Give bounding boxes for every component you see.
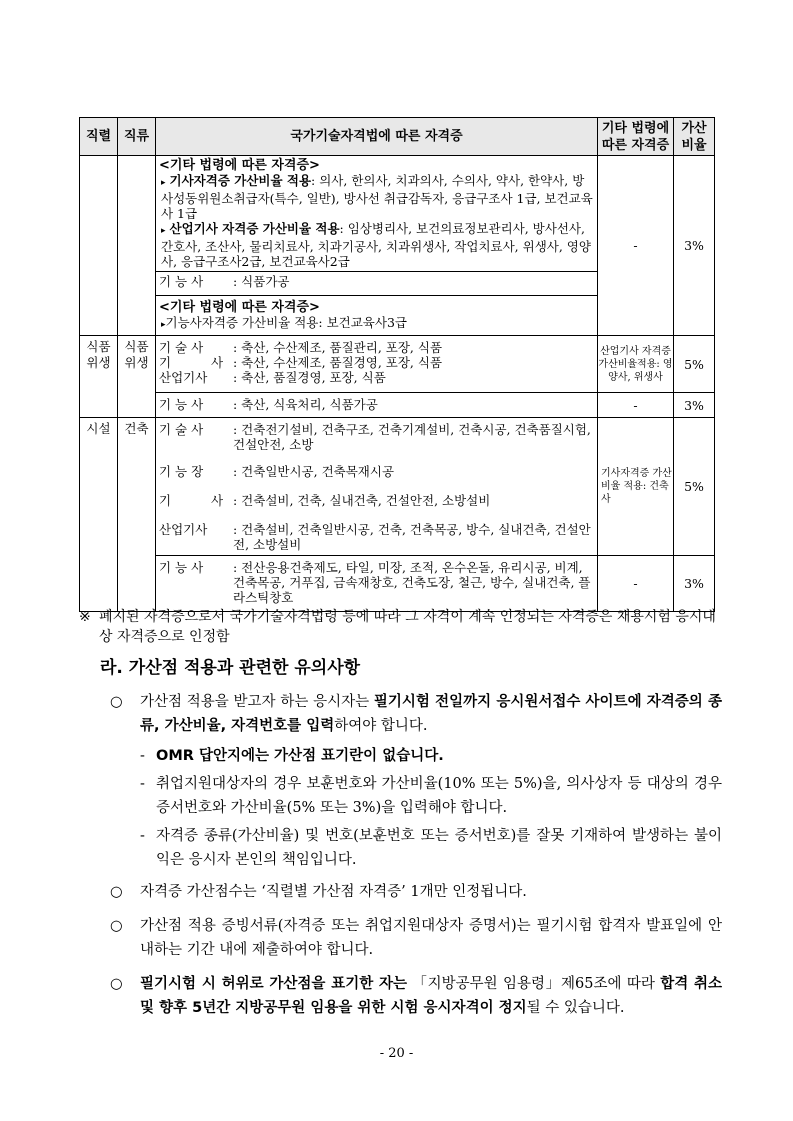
triangle-bullet-icon: ▸ <box>161 226 166 236</box>
triangle-bullet-icon: ▸ <box>161 320 166 330</box>
list-subitem <box>140 824 722 872</box>
table-row <box>80 418 715 556</box>
other-cell-5: - <box>598 556 674 612</box>
industrial-list: : 임상병리사, 보건의료정보관리사, 방사선사, 간호사, 조산사, 물리치료사, 치과기공사, 치과위생사, 작업치료사, 위생사, 영양사, 응급구조사2급, 보건교육사2급 <box>161 221 591 269</box>
other-law-title-2: <기타 법령에 따른 자격증> <box>159 300 320 315</box>
item1-post: 하여야 합니다. <box>334 718 428 734</box>
list-item <box>110 972 722 1020</box>
certificate-table <box>79 117 715 612</box>
food-level-cell: 식품 위생 <box>80 336 118 418</box>
list-item <box>110 914 722 962</box>
fac-eng-label: 기 사 <box>159 493 242 508</box>
header-rate: 가산 비율 <box>674 118 715 156</box>
food-tech-label: 기 술 사 <box>159 340 204 355</box>
craftsman-label: 기 능 사 <box>159 274 204 289</box>
rate-cell-4: 5% <box>674 418 715 556</box>
food-eng-value: : 축산, 수산제조, 품질경영, 포장, 식품 <box>233 355 443 370</box>
circle-bullet-icon: ○ <box>110 884 123 900</box>
craftsman-value: : 식품가공 <box>233 274 290 289</box>
food-ind-value: : 축산, 품질경영, 포장, 식품 <box>233 370 386 385</box>
food-craft-label: 기 능 사 <box>159 397 204 412</box>
item1-pre: 가산점 적용을 받고자 하는 응시자는 <box>140 694 374 710</box>
fac-craft-label: 기 능 사 <box>159 560 204 575</box>
header-class: 직류 <box>118 118 156 156</box>
fac-other-text: 기사자격증 가산비율 적용: 건축사 <box>601 468 672 505</box>
note-mark: ※ <box>79 609 91 625</box>
fac-tech-value: : 건축전기설비, 건축구조, 건축기계설비, 건축시공, 건축품질시험, 건설안전, 소방 <box>233 422 591 452</box>
food-tech-value: : 축산, 수산제조, 품질관리, 포장, 식품 <box>233 340 443 355</box>
other-cell-1: - <box>598 156 674 336</box>
food-ind-label: 산업기사 <box>159 370 208 385</box>
item3: 가산점 적용 증빙서류(자격증 또는 취업지원대상자 증명서)는 필기시험 합격자 발표일에 안내하는 기간 내에 제출하여야 합니다. <box>140 918 722 958</box>
subitem1: OMR 답안지에는 가산점 표기란이 없습니다. <box>156 748 444 764</box>
table-row <box>80 156 715 272</box>
fac-craft-cell <box>156 556 598 612</box>
fac-ind-label: 산업기사 <box>159 522 208 537</box>
craftsman-cell <box>156 272 598 336</box>
circle-bullet-icon: ○ <box>110 976 123 992</box>
item4-bold2: 합격 취소 및 향후 5년간 지방공무원 임용을 위한 시험 응시자격이 정지 <box>140 976 723 1016</box>
page-number: - 20 - <box>379 1046 414 1061</box>
header-other: 기타 법령에 따른 자격증 <box>598 118 674 156</box>
notice-list <box>110 690 722 1026</box>
fac-master-label: 기 능 장 <box>159 464 204 479</box>
table-footnote <box>79 607 719 647</box>
item2: 자격증 가산점수는 ‘직렬별 가산점 자격증’ 1개만 인정됩니다. <box>140 884 527 900</box>
list-item <box>110 690 722 738</box>
fac-tech-label: 기 술 사 <box>159 422 204 437</box>
table-row <box>80 556 715 612</box>
fac-cert-cell <box>156 418 598 556</box>
rate-cell-2: 5% <box>674 336 715 393</box>
engineer-title: 기사자격증 가산비율 적용 <box>169 173 312 188</box>
class-cell-cont <box>118 156 156 336</box>
fac-class-cell: 건축 <box>118 418 156 612</box>
fac-craft-value: : 전산응용건축제도, 타일, 미장, 조적, 온수온돌, 유리시공, 비계, 건축목공, 거푸집, 금속재창호, 건축도장, 철근, 방수, 실내건축, 플라스틱창호 <box>233 560 591 605</box>
item4-post: 될 수 있습니다. <box>526 1000 625 1016</box>
list-item <box>110 880 722 904</box>
note-text: 폐지된 자격증으로서 국가기술자격법령 등에 따라 그 자격이 계속 인정되는 자격증은 채용시험 응시대상 자격증으로 인정함 <box>99 609 716 645</box>
industrial-title: 산업기사 자격증 가산비율 적용 <box>169 221 340 236</box>
rate-cell-3: 3% <box>674 393 715 418</box>
header-level: 직렬 <box>80 118 118 156</box>
list-subitem <box>140 772 722 820</box>
food-cert-cell <box>156 336 598 393</box>
rate-cell-1: 3% <box>674 156 715 336</box>
food-craft-cell <box>156 393 598 418</box>
circle-bullet-icon: ○ <box>110 694 123 710</box>
section-title: 라. 가산점 적용과 관련한 유의사항 <box>100 658 361 678</box>
level-cell-cont <box>80 156 118 336</box>
triangle-bullet-icon: ▸ <box>161 178 166 188</box>
fac-other-cell <box>598 418 674 556</box>
subitem2: 취업지원대상자의 경우 보훈번호와 가산비율(10% 또는 5%)을, 의사상자 등 대상의 경우 증서번호와 가산비율(5% 또는 3%)을 입력해야 합니다. <box>156 776 722 816</box>
craftsman-rate-note: 기능사자격증 가산비율 적용: 보건교육사3급 <box>165 315 407 330</box>
other-cell-3: - <box>598 393 674 418</box>
other-law-title: <기타 법령에 따른 자격증> <box>159 158 320 173</box>
food-class-cell: 식품 위생 <box>118 336 156 418</box>
table-header-row <box>80 118 715 156</box>
dash-bullet: - <box>140 748 145 764</box>
subitem3: 자격증 종류(가산비율) 및 번호(보훈번호 또는 증서번호)를 잘못 기재하여 발생하는 불이익은 응시자 본인의 책임입니다. <box>156 828 722 868</box>
header-national: 국가기술자격법에 따른 자격증 <box>156 118 598 156</box>
item4-mid: 「지방공무원 임용령」제65조에 따라 <box>407 976 661 992</box>
table-row <box>80 336 715 393</box>
fac-ind-value: : 건축설비, 건축일반시공, 건축, 건축목공, 방수, 실내건축, 건설안전, 소방설비 <box>233 522 591 552</box>
fac-level-cell: 시설 <box>80 418 118 612</box>
item4-bold1: 필기시험 시 허위로 가산점을 표기한 자는 <box>140 976 408 992</box>
fac-master-value: : 건축일반시공, 건축목재시공 <box>233 464 395 479</box>
food-other-text: 산업기사 자격증 가산비율적용: 영양사, 위생사 <box>598 345 673 383</box>
food-other-cell <box>598 336 674 393</box>
list-subitem <box>140 744 722 768</box>
engineer-list: : 의사, 한의사, 치과의사, 수의사, 약사, 한약사, 방사성동위원소취급자(특수, 일반), 방사선 취급감독자, 응급구조사 1급, 보건교육사 1급 <box>161 173 593 221</box>
rate-cell-5: 3% <box>674 556 715 612</box>
table-row <box>80 393 715 418</box>
other-law-cell <box>156 156 598 272</box>
circle-bullet-icon: ○ <box>110 918 123 934</box>
dash-bullet: - <box>140 828 145 844</box>
item1-bold: 필기시험 전일까지 응시원서접수 사이트에 자격증의 종류, 가산비율, 자격번호를 입력 <box>140 694 722 734</box>
food-craft-value: : 축산, 식육처리, 식품가공 <box>233 397 378 412</box>
dash-bullet: - <box>140 776 145 792</box>
food-eng-label: 기 사 <box>159 355 242 370</box>
fac-eng-value: : 건축설비, 건축, 실내건축, 건설안전, 소방설비 <box>233 493 491 508</box>
